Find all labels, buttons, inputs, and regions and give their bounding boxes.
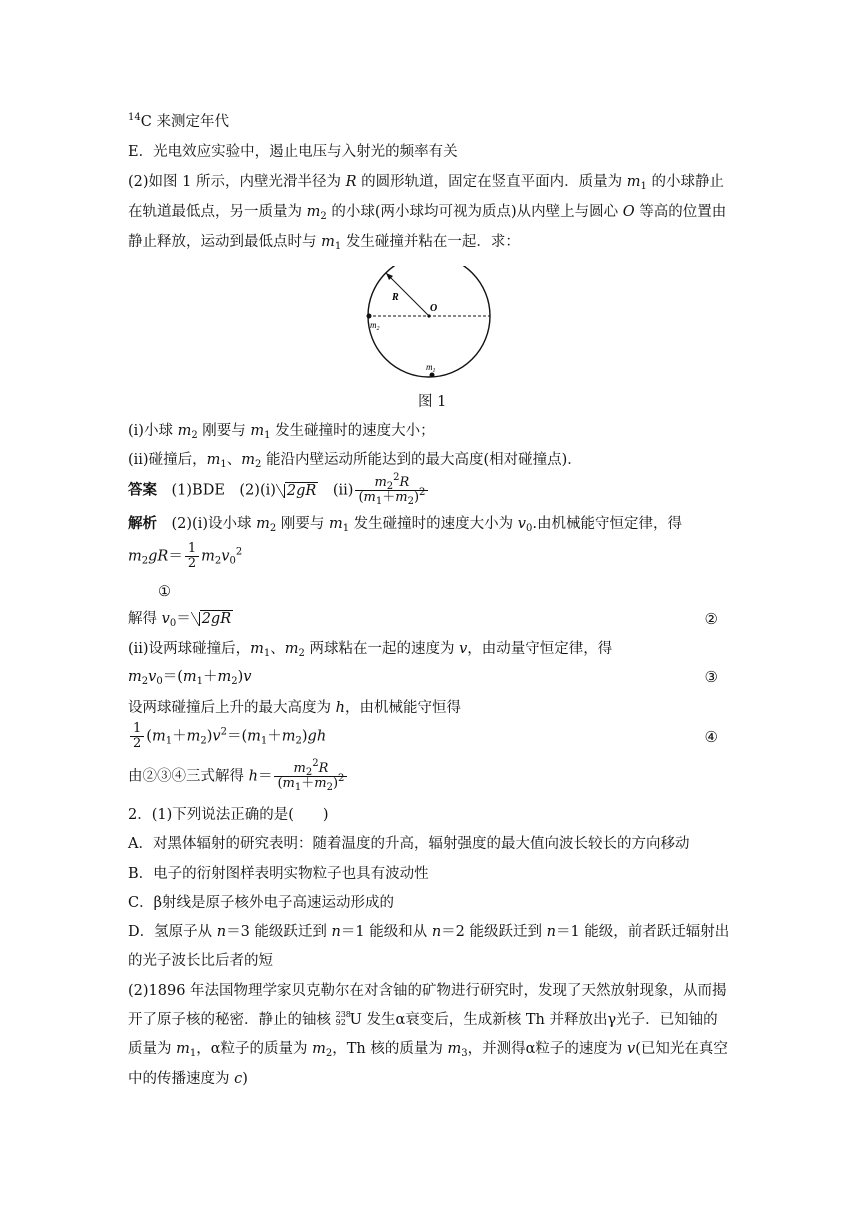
sqrt-expression: 2gR bbox=[276, 481, 318, 501]
equation-final: 由②③④三式解得 h＝ $\frac{m_2^2R}{(m_1+m_2)^2}$ bbox=[128, 762, 349, 791]
question-i: (ⅰ)小球 $m_2$ 刚要与 $m_1$ 发生碰撞时的速度大小； bbox=[128, 423, 435, 441]
center-point bbox=[427, 314, 430, 317]
option-b: B．电子的衍射图样表明实物粒子也具有波动性 bbox=[128, 866, 429, 882]
solution-label: 解析 bbox=[128, 515, 157, 532]
label-m1: $m_1$ bbox=[426, 362, 436, 374]
solution-line: (ⅱ)设两球碰撞后，$m_1$、$m_2$ 两球粘在一起的速度为 v，由动量守恒定律，得 bbox=[128, 641, 613, 659]
problem-2-title: 2．(1)下列说法正确的是( ) bbox=[128, 807, 329, 823]
answer-line: 答案 (1)BDE (2)(ⅰ) 2gR (ⅱ) $\frac{m_2^2R}{(m_1+m_2)^2}$ bbox=[128, 476, 430, 505]
problem-2-part-2: (2)1896 年法国物理学家贝克勒尔在对含铀的矿物进行研究时，发现了天然放射现象，从而揭 bbox=[128, 983, 727, 999]
answer-label: 答案 bbox=[128, 481, 157, 499]
option-c: C．β射线是原子核外电子高速运动形成的 bbox=[128, 895, 394, 911]
problem-2-part-2: 质量为 $m_1$，α粒子的质量为 $m_2$，Th 核的质量为 $m_3$，并测得α粒子的速度为 v(已知光在真空 bbox=[128, 1041, 728, 1059]
equation-number: ④ bbox=[704, 728, 718, 746]
option-e: E．光电效应实验中，遏止电压与入射光的频率有关 bbox=[128, 144, 458, 160]
equation-2: 解得 $v_0= 2gR$ bbox=[128, 611, 232, 629]
equation-number: ② bbox=[704, 610, 718, 628]
equation-number: ① bbox=[158, 584, 171, 600]
option-d-cont: 的光子波长比后者的短 bbox=[128, 953, 273, 969]
figure-caption: 图 1 bbox=[418, 394, 447, 410]
figure-circular-track bbox=[360, 266, 500, 386]
solution-line: 设两球碰撞后上升的最大高度为 h，由机械能守恒得 bbox=[128, 700, 461, 716]
equation-3: $m_2v_0=(m_1+m_2)v$ bbox=[128, 669, 252, 687]
text-line: $^{14}$C 来测定年代 bbox=[128, 112, 229, 130]
equation-number: ③ bbox=[704, 668, 718, 686]
question-ii: (ⅱ)碰撞后，$m_1$、$m_2$ 能沿内壁运动所能达到的最大高度(相对碰撞点)． bbox=[128, 452, 582, 470]
problem-text: 在轨道最低点，另一质量为 $m_2$ 的小球(两小球均可视为质点)从内壁上与圆心 O 等高的位置由 bbox=[128, 204, 727, 222]
label-m2: $m_2$ bbox=[370, 320, 380, 332]
problem-text: (2)如图 1 所示，内壁光滑半径为 R 的圆形轨道，固定在竖直平面内．质量为 $m_1$ 的小球静止 bbox=[128, 174, 724, 192]
solution-line: 解析 (2)(ⅰ)设小球 $m_2$ 刚要与 $m_1$ 发生碰撞时的速度大小为 $v_0$.由机械能守恒定律，得 bbox=[128, 515, 682, 534]
equation-1: $m_2gR=$ $\frac{1}{2}$ $m_2v_0^2$ bbox=[128, 541, 243, 571]
label-o: O bbox=[430, 303, 438, 314]
problem-2-part-2: 中的传播速度为 c) bbox=[128, 1071, 248, 1087]
fraction-answer: $\frac{m_2^2R}{(m_1+m_2)^2}$ bbox=[355, 476, 428, 505]
problem-2-part-2: 开了原子核的秘密．静止的铀核 238 92 U 发生α衰变后，生成新核 Th 并释放出γ光子．已知铀的 bbox=[128, 1010, 718, 1028]
label-r: R bbox=[392, 292, 399, 303]
problem-text: 静止释放，运动到最低点时与 $m_1$ 发生碰撞并粘在一起．求： bbox=[128, 234, 520, 252]
option-a: A．对黑体辐射的研究表明：随着温度的升高，辐射强度的最大值向波长较长的方向移动 bbox=[128, 836, 690, 852]
track-circle bbox=[368, 266, 490, 377]
equation-4: $\frac{1}{2}$ $(m_1+m_2)v^2=(m_1+m_2)gh$ bbox=[128, 722, 326, 751]
option-d: D．氢原子从 n＝3 能级跃迁到 n＝1 能级和从 n＝2 能级跃迁到 n＝1 能级，前者跃迁辐射出 bbox=[128, 924, 730, 940]
ball-m2 bbox=[367, 314, 372, 319]
uranium-isotope: 238 92 bbox=[335, 1010, 351, 1027]
